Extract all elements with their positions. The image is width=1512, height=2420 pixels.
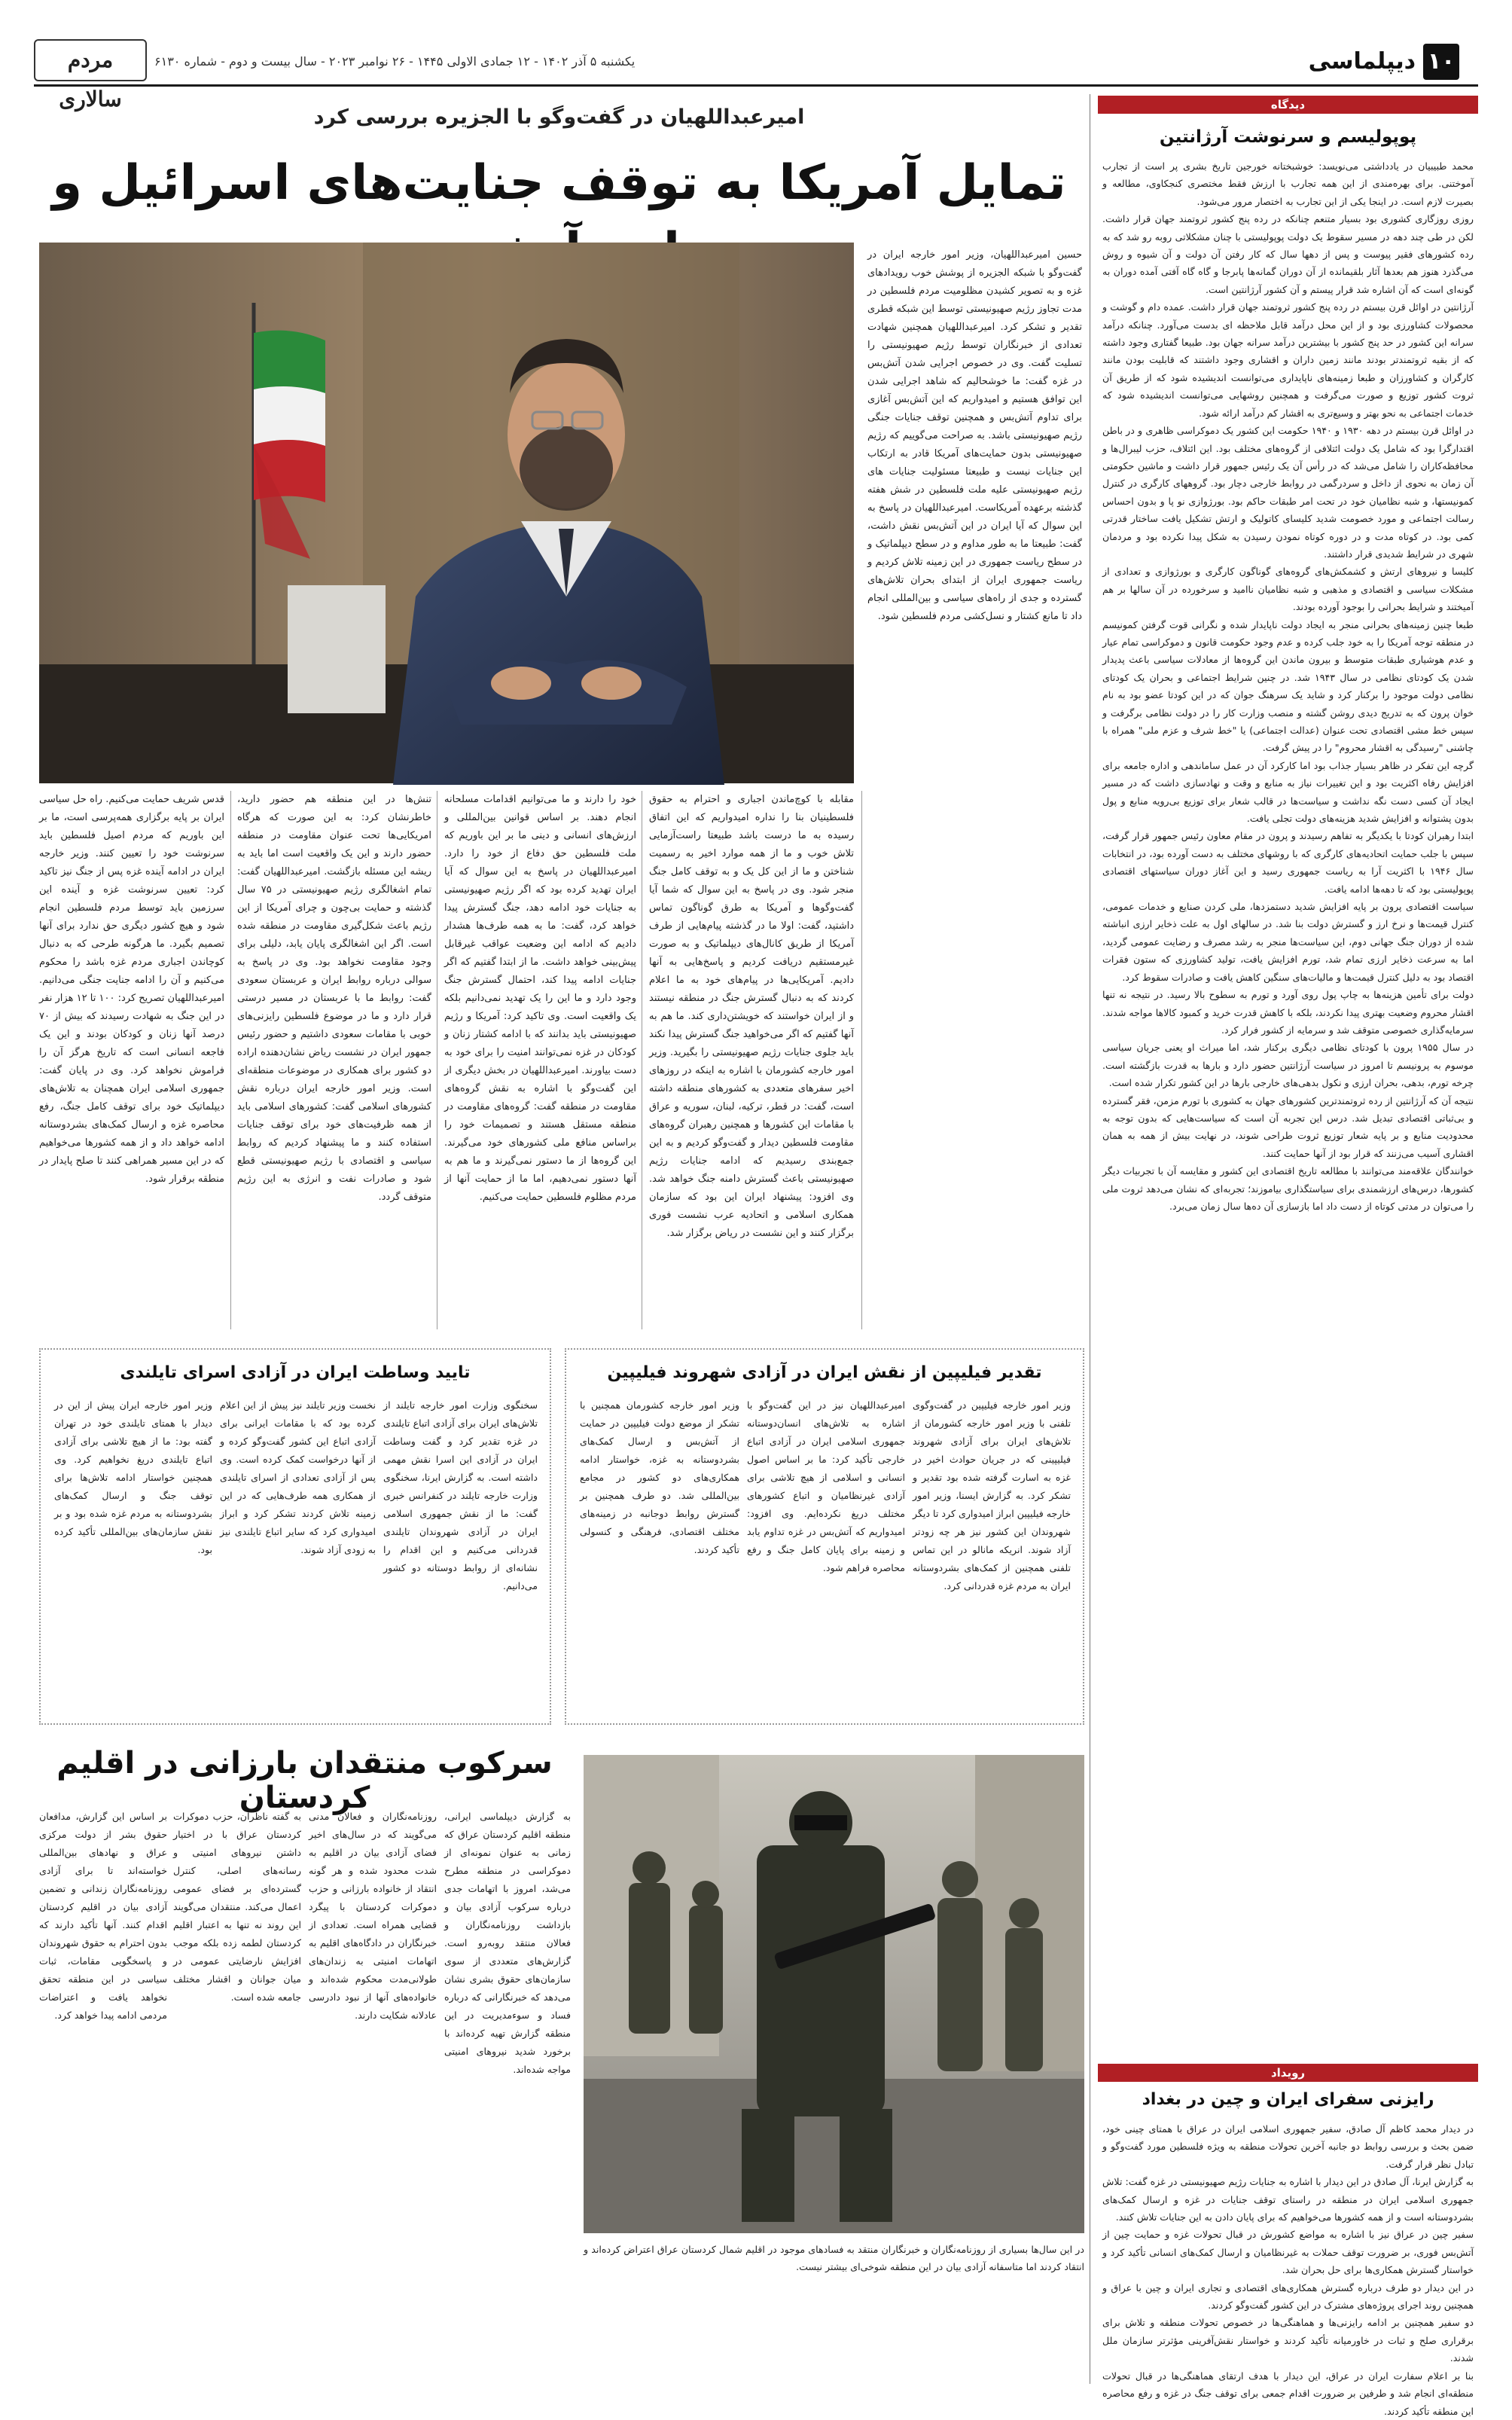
lead-column-text: مقابله با کوچ‌ماندن اجباری و احترام به حقوق فلسطینیان بنا را نداره امیدواریم که این اتفاق رسیده به ما درست باشد طبیعتا راست‌آزمایی تلاش خوب و ما از همه موارد اخیر به رسمیت شناختن و ما از این کل یک و به توقف کامل جنگ منجر شود. وی در پاسخ به این سوال که شما آیا گفت‌وگوها و آمریکا به طرق گوناگون تماس داشتید، گفت: اولا ما در گذشته پیام‌هایی از طرف آمریکا از طریق کانال‌های دیپلماتیک و به صورت غیرمستقیم دریافت کردیم و پاسخ‌هایی به آنها دادیم. آمریکایی‌ها در پیام‌های خود به ما اعلام کردند که به دنبال گسترش جنگ در منطقه نیستند و از ایران خواستند که خویشتن‌داری کند. ما هم به آنها گفتیم که اگر می‌خواهید جنگ گسترش پیدا نکند باید جلوی جنایات رژیم صهیونیستی را بگیرید. وزیر امور خارجه کشورمان با اشاره به اینکه در روزهای اخیر سفرهای متعددی به کشورهای منطقه داشته است، گفت: در قطر، ترکیه، لبنان، سوریه و عراق با مقامات این کشورها و همچنین رهبران گروه‌های مقاومت فلسطین دیدار و گفت‌وگو کردیم و به این جمع‌بندی رسیدیم که ادامه جنایات رژیم صهیونیستی باعث گسترش دامنه جنگ خواهد شد. وی افزود: پیشنهاد ایران این بود که سازمان همکاری اسلامی و اتحادیه عرب نشست فوری برگزار کنند و این نشست در ریاض برگزار شد. bbox=[649, 794, 854, 1239]
event-paragraph: سفیر چین در عراق نیز با اشاره به مواضع کشورش در قبال تحولات غزه و حمایت چین از آتش‌بس فوری، بر ضرورت توقف حملات به غیرنظامیان و ارسال کمک‌های انسانی تأکید کرد و خواستار گسترش همکاری‌ها برای حل بحران شد. bbox=[1102, 2229, 1474, 2276]
philippines-text: وزیر امور خارجه کشورمان همچنین با تشکر از موضع دولت فیلیپین در حمایت از آتش‌بس و ارسال کمک‌های بشردوستانه به غزه، خواستار ادامه همکاری‌های دو کشور در مجامع بین‌المللی شد. دو طرف همچنین بر گسترش روابط دوجانبه در زمینه‌های مختلف اقتصادی، فرهنگی و کنسولی تأکید کردند. bbox=[580, 1399, 739, 1555]
column-divider bbox=[230, 791, 231, 1329]
kurdistan-text: به گفته ناظران، حزب دموکرات کردستان عراق با در اختیار داشتن نیروهای امنیتی و رسانه‌های اصلی، کنترل گسترده‌ای بر فضای عمومی اعمال می‌کند. منتقدان می‌گویند این روند نه تنها به اعتبار اقلیم کردستان لطمه زده بلکه موجب افزایش نارضایتی عمومی در میان جوانان و اقشار مختلف جامعه شده است. bbox=[173, 1811, 301, 2003]
event-paragraph: در دیدار محمد کاظم آل صادق، سفیر جمهوری اسلامی ایران در عراق با همتای چینی خود، ضمن بحث و بررسی روابط دو جانبه آخرین تحولات منطقه به ویژه فلسطین مورد گفت‌وگو و تبادل نظر قرار گرفت. bbox=[1102, 2123, 1474, 2170]
philippines-text: وزیر امور خارجه فیلیپین در گفت‌وگوی تلفنی با وزیر امور خارجه کشورمان از تلاش‌های ایران برای آزادی شهروند فیلیپینی که در جریان حوادث اخیر در غزه به اسارت گرفته شده بود تقدیر و تشکر کرد. به گزارش ایسنا، وزیر امور خارجه فیلیپین ابراز امیدواری کرد تا دیگر شهروندان این کشور نیز هر چه زودتر آزاد شوند. انریکه مانالو در این تماس تلفنی همچنین از کمک‌های بشردوستانه ایران به مردم غزه قدردانی کرد. bbox=[913, 1399, 1071, 1591]
opinion-paragraph: محمد طبیبیان در یادداشتی می‌نویسد: خوشبختانه خورجین تاریخ بشری پر است از تجارب آموختنی. برای بهره‌مندی از این همه تجارب با ارزش فقط مختصری کنجکاوی، مطالعه و بصیرت لازم است. در اینجا یکی از این تجارب به اختصار مرور می‌شود. bbox=[1102, 160, 1474, 207]
lead-column-1 bbox=[867, 246, 1082, 1329]
lead-column-2 bbox=[649, 791, 854, 1329]
thailand-col-2 bbox=[220, 1396, 376, 1717]
philippines-col-2 bbox=[747, 1396, 905, 1717]
thailand-text: سخنگوی وزارت امور خارجه تایلند از تلاش‌های ایران برای آزادی اتباع تایلندی در غزه تقدیر کرد و گفت وساطت ایران در آزادی این اسرا نقش مهمی داشته است. به گزارش ایرنا، سخنگوی وزارت خارجه تایلند در کنفرانس خبری گفت: ما از نقش جمهوری اسلامی ایران در آزادی شهروندان تایلندی قدردانی می‌کنیم و این اقدام را نشانه‌ای از روابط دوستانه دو کشور می‌دانیم. bbox=[383, 1399, 538, 1591]
sidebar bbox=[1098, 94, 1478, 2417]
thailand-col-3 bbox=[54, 1396, 212, 1717]
event-paragraph: دو سفیر همچنین بر ادامه رایزنی‌ها و هماهنگی‌ها در خصوص تحولات منطقه و تلاش برای برقراری صلح و ثبات در خاورمیانه تأکید کردند و خواستار نقش‌آفرینی مؤثرتر سازمان ملل شدند. bbox=[1102, 2317, 1474, 2364]
philippines-col-3 bbox=[580, 1396, 739, 1717]
kurdistan-text: روزنامه‌نگاران و فعالان مدنی می‌گویند که در سال‌های اخیر فضای آزادی بیان در اقلیم به شدت محدود شده و هر گونه انتقاد از خانواده بارزانی و حزب دموکرات کردستان با پیگرد قضایی همراه است. تعدادی از خبرنگاران در دادگاه‌های اقلیم به اتهامات امنیتی به زندان‌های طولانی‌مدت محکوم شده‌اند و خانواده‌های آنها از نبود دادرسی عادلانه شکایت دارند. bbox=[309, 1811, 437, 2021]
masthead-rule bbox=[34, 84, 1478, 87]
thailand-text: وزیر امور خارجه ایران پیش از این در دیدار با همتای تایلندی خود در تهران گفته بود: ما از هیچ تلاشی برای آزادی اتباع تایلندی دریغ نخواهیم کرد. وی همچنین خواستار ادامه تلاش‌ها برای توقف جنگ و ارسال کمک‌های بشردوستانه به مردم غزه شده بود و بر نقش سازمان‌های بین‌المللی تأکید کرده بود. bbox=[54, 1399, 212, 1555]
opinion-paragraph: طبعا چنین زمینه‌های بحرانی منجر به ایجاد دولت ناپایدار شده و نگرانی قوت گرفتن کمونیسم در منطقه توجه آمریکا را به خود جلب کرده و عدم وجود حکومت قانون و دموکراسی تمام عیار و عدم هوشیاری طبقات متوسط و بیرون ماندن این گروه‌ها از معادلات سیاسی باعث پدیدار شدن یک کودتای نظامی در سال ۱۹۴۳ شد. در چنین شرایط اجتماعی و بحران یک کودتای نظامی دولت موجود را برکنار کرد و شاید یک سرهنگ جوان که در این کودتا عضو بود به نام خوان پرون که به تدریج دیدی روشن گشته و منصب وزارت کار را در دولت نظامی برگرفت و سپس خط مشی اقتصادی تحت عنوان (عدالت اجتماعی) یا "خط شرف و عزم ملی" همراه با چاشنی "رسیدگی به اقشار محروم" را در پیش گرفت. bbox=[1102, 618, 1474, 754]
section-name: دیپلماسی bbox=[1308, 48, 1416, 75]
opinion-paragraph: گرچه این تفکر در ظاهر بسیار جذاب بود اما کارکرد آن در عمل ساماندهی و اداره جامعه برای افزایش رفاه اکثریت بود و این تغییرات نیاز به منابع و وقت و نهادسازی داشت که در مسیر ایجاد آن کسی دست نگه نداشت و سیاست‌ها در قالب شعار برای توزیع بی‌رویه منابع و پول بدون پشتوانه و افزایش شدید هزینه‌های دولت تجلی یافت. bbox=[1102, 759, 1474, 825]
thailand-col-1 bbox=[383, 1396, 538, 1717]
opinion-paragraph: نتیجه آن که آرژانتین از رده ثروتمندترین کشورهای جهان به کشوری با تورم مزمن، فقر گسترده و بی‌ثباتی اقتصادی تبدیل شد. درس این تجربه آن است که سیاست‌هایی که بدون توجه به محدودیت منابع و بر پایه شعار توزیع ثروت طراحی شوند، در نهایت بیش از همه به همان اقشاری آسیب می‌زنند که قرار بود از آنها حمایت کنند. bbox=[1102, 1094, 1474, 1159]
opinion-paragraph: در اوائل قرن بیستم در دهه ۱۹۳۰ و ۱۹۴۰ حکومت این کشور یک دموکراسی ظاهری و در باطن اقتدارگرا بود که شامل یک دولت ائتلافی از گروه‌های مختلف بود. این ائتلاف، حزب لیبرال‌ها و محافظه‌کاران را شامل می‌شد که در رأس آن یک رئیس جمهور قرار داشت و ماشین حکومتی آن زمان به نحوی از داخل و سردرگمی در روابط خارجی دچار بود. گروههای کارگری در کنترل کمونیستها، و شبه نظامیان خود در تحت امر طبقات حاکم بود. بورژوازی نو پا و بدون احساس رسالت اجتماعی و مورد خصومت شدید کلیسای کاتولیک و ارتش تشکیل یافت ساختار قدرتی کمی بود. در کوتاه مدت و در دوره کوتاه نمودن رسیدن به شکل پیدا نکرده بود و مردمان شهری در شرایط شدیدی قرار داشتند. bbox=[1102, 425, 1474, 560]
philippines-col-1 bbox=[913, 1396, 1071, 1717]
opinion-paragraph: آرژانتین در اوائل قرن بیستم در رده پنج کشور ثروتمند جهان قرار داشت. عمده دام و گوشت و محصولات کشاورزی بود و از این محل درآمد قابل ملاحظه ای بدست می‌آورد. چنانکه درآمد سرانه این کشور در حد پنج کشور با بیشترین درآمد سرانه جهان بود. طبیعا گفتاری وجود داشته که از بقیه ثروتمندتر بودند مانند زمین داران و اقشاری وجود داشتند که قابلیت بودن مانند کارگران و کشاورزان و طبعا زمینه‌های ناپایداری می‌توانست اندیشیده شود که از طریق آن ثروت کشور توزیع و صورت می‌گرفت و همچنین روشهایی می‌توانست اندیشیده شود که خدمات اجتماعی به نحو بهتر و وسیع‌تری به اقشار کم درآمد ارائه شود. bbox=[1102, 301, 1474, 419]
opinion-section-label: دیدگاه bbox=[1098, 96, 1478, 114]
opinion-paragraph: دولت برای تأمین هزینه‌ها به چاپ پول روی آورد و تورم به سطوح بالا رسید. در نتیجه نه تنها اقشار محروم وضعیت بهتری پیدا نکردند، بلکه با کاهش قدرت خرید و کمبود کالاها مواجه شدند. سرمایه‌گذاری خصوصی متوقف شد و سرمایه از کشور فرار کرد. bbox=[1102, 989, 1474, 1036]
opinion-paragraph: سیاست اقتصادی پرون بر پایه افزایش شدید دستمزدها، ملی کردن صنایع و خدمات عمومی، کنترل قیمت‌ها و نرخ ارز و گسترش دولت بنا شد. در سالهای اول به علت ذخایر ارزی انباشته شده از دوران جنگ جهانی دوم، این سیاست‌ها منجر به رشد مصرف و رضایت عمومی گردید، اما به سرعت ذخایر ارزی تمام شد، تورم افزایش یافت، تولید کشاورزی که ستون فقرات اقتصاد بود به دلیل کنترل قیمت‌ها و مالیات‌های سنگین کاهش یافت و صادرات سقوط کرد. bbox=[1102, 901, 1474, 983]
page-number-badge bbox=[1423, 44, 1459, 80]
thailand-text: نخست وزیر تایلند نیز پیش از این اعلام کرده بود که با مقامات ایرانی برای آزادی اتباع این کشور گفت‌وگو کرده و از آنها درخواست کمک کرده است. وی پس از آزادی تعدادی از اسرای تایلندی از همکاری همه طرف‌هایی که در این زمینه تلاش کردند تشکر کرد و ابراز امیدواری کرد که سایر اتباع تایلندی نیز به زودی آزاد شوند. bbox=[220, 1399, 376, 1555]
thailand-box bbox=[39, 1348, 551, 1725]
event-paragraph: در این دیدار دو طرف درباره گسترش همکاری‌های اقتصادی و تجاری ایران و چین با عراق و همچنین روند اجرای پروژه‌های مشترک در این کشور گفت‌وگو کردند. bbox=[1102, 2281, 1474, 2312]
kurdistan-col-1 bbox=[444, 1808, 571, 2290]
lead-photo bbox=[39, 243, 854, 783]
event-body bbox=[1102, 2120, 1474, 2417]
opinion-paragraph: کلیسا و نیروهای ارتش و کشمکش‌های گروه‌های گوناگون کارگری و بورژوازی و تعدادی از مشکلات سیاسی و اقتصادی و مذهبی و شبه نظامیان ناامید و سرخورده در آن سالها بر هم آمیختند و شرایط بحرانی را بوجود آورده بودند. bbox=[1102, 566, 1474, 613]
lead-column-text: تنش‌ها در این منطقه هم حضور دارید، خاطرنشان کرد: به این صورت که هرگاه امریکایی‌ها تحت عنوان مقاومت در منطقه حضور دارند و این یک واقعیت است اما باید به ریشه این مسئله بازگشت. امیرعبداللهیان گفت: تمام اشغالگری رژیم صهیونیستی در ۷۵ سال گذشته و حمایت بی‌چون و چرای آمریکا از این رژیم باعث شکل‌گیری مقاومت در منطقه شده است. اگر این اشغالگری پایان یابد، دلیلی برای وجود مقاومت نخواهد بود. وی در پاسخ به سوالی درباره روابط ایران و عربستان سعودی گفت: روابط ما با عربستان در مسیر درستی قرار دارد و ما در موضوع فلسطین رایزنی‌های خوبی با مقامات سعودی داشتیم و حضور رئیس جمهور ایران در نشست ریاض نشان‌دهنده اراده دو کشور برای همکاری در موضوعات منطقه‌ای است. وزیر امور خارجه ایران درباره نقش کشورهای اسلامی گفت: کشورهای اسلامی باید از همه ظرفیت‌های خود برای توقف جنایات استفاده کنند و ما پیشنهاد کردیم که روابط سیاسی و اقتصادی با رژیم صهیونیستی قطع شود و صادرات نفت و انرژی به این رژیم متوقف گردد. bbox=[237, 794, 431, 1203]
logo-text: مردم سالاری bbox=[59, 47, 122, 111]
opinion-body bbox=[1102, 157, 1474, 2165]
kurdistan-col-3 bbox=[173, 1808, 301, 2290]
opinion-title: پوپولیسم و سرنوشت آرژانتین bbox=[1159, 127, 1417, 147]
page-number: ۱۰ bbox=[1427, 48, 1456, 75]
kurdistan-photo-illustration bbox=[584, 1755, 1084, 2233]
opinion-paragraph: ابتدا رهبران کودتا با یکدیگر به تفاهم رسیدند و پرون در مقام معاون رئیس جمهور قرار گرفت، سپس با جلب حمایت اتحادیه‌های کارگری که با روشهای مختلف به دست آورده بود، در انتخابات سال ۱۹۴۶ با اکثریت آرا به ریاست جمهوری رسید و این آغاز دوران سیاستهای اقتصادی پوپولیستی بود که تا دهه‌ها ادامه یافت. bbox=[1102, 830, 1474, 895]
lead-column-3 bbox=[444, 791, 636, 1329]
kurdistan-text: به گزارش دیپلماسی ایرانی، منطقه اقلیم کردستان عراق که زمانی به عنوان نمونه‌ای از دموکراسی در منطقه مطرح می‌شد، امروز با اتهامات جدی درباره سرکوب آزادی بیان و بازداشت روزنامه‌نگاران و فعالان منتقد روبه‌رو است. گزارش‌های متعددی از سوی سازمان‌های حقوق بشری نشان می‌دهد که خبرنگارانی که درباره فساد و سوءمدیریت در این منطقه گزارش تهیه کرده‌اند با برخورد شدید نیروهای امنیتی مواجه شده‌اند. bbox=[444, 1811, 571, 2075]
kurdistan-photo bbox=[584, 1755, 1084, 2233]
thailand-box-title: تایید وساطت ایران در آزادی اسرای تایلندی bbox=[120, 1363, 471, 1382]
event-paragraph: بنا بر اعلام سفارت ایران در عراق، این دیدار با هدف ارتقای هماهنگی‌ها در قبال تحولات منطقه‌ای انجام شد و طرفین بر ضرورت اقدام جمعی برای توقف جنگ در غزه و رفع محاصره این منطقه تأکید کردند. bbox=[1102, 2370, 1474, 2417]
lead-photo-illustration bbox=[39, 243, 854, 783]
event-section-label: رویداد bbox=[1098, 2064, 1478, 2082]
logo bbox=[34, 39, 147, 111]
lead-column-5 bbox=[39, 791, 224, 1329]
philippines-box bbox=[565, 1348, 1084, 1725]
kurdistan-col-2 bbox=[309, 1808, 437, 2290]
lead-column-4 bbox=[237, 791, 431, 1329]
column-divider bbox=[861, 791, 862, 1329]
kurdistan-photo-caption: در این سال‌ها بسیاری از روزنامه‌نگاران و خبرنگاران منتقد به فسادهای موجود در اقلیم شمال کردستان عراق اعتراض کرده‌اند و انتقاد کردند اما متاسفانه آزادی بیان در این منطقه شوخی‌ای بیشتر نیست. bbox=[584, 2244, 1084, 2272]
opinion-paragraph: خوانندگان علاقه‌مند می‌توانند با مطالعه تاریخ اقتصادی این کشور و مقایسه آن با تجربیات دیگر کشورها، درس‌های ارزشمندی برای سیاستگذاری بیاموزند؛ تجربه‌ای که نشان می‌دهد ثروت ملی را می‌توان در مدتی کوتاه از دست داد اما بازسازی آن ده‌ها سال زمان می‌برد. bbox=[1102, 1165, 1474, 1212]
opinion-paragraph: روزی روزگاری کشوری بود بسیار متنعم چنانکه در رده پنج کشور ثروتمند جهان قرار داشت. لکن در طی چند دهه در مسیر سقوط یک دولت پوپولیستی با چنان مشکلاتی روبه رو شد که به رده کشورهای فقیر پیوست و پس از دهها سال که کار رفتن آن دولت و آن شیوه و روش می‌گذرد هنوز هم بعدها آثار بلقیمانده از آن دوران گمانه‌ها پابرجا و گاه گاه آفتی آمده دوران به گونه‌ای است که آن اشاره شد قرار پیستم و آن کشور آرژانتین است. bbox=[1102, 213, 1474, 295]
kurdistan-col-4 bbox=[39, 1808, 167, 2290]
lead-kicker: امیرعبداللهیان در گفت‌وگو با الجزیره بررسی کرد bbox=[313, 105, 805, 129]
event-paragraph: به گزارش ایرنا، آل صادق در این دیدار با اشاره به جنایات رژیم صهیونیستی در غزه گفت: تلاش جمهوری اسلامی ایران در منطقه در راستای توقف جنایات در غزه و ارسال کمک‌های بشردوستانه است و از همه کشورها می‌خواهیم که برای پایان دادن به این جنایات تلاش کنند. bbox=[1102, 2176, 1474, 2223]
opinion-paragraph: در سال ۱۹۵۵ پرون با کودتای نظامی دیگری برکنار شد، اما میراث او یعنی جریان سیاسی موسوم به پرونیسم تا امروز در سیاست آرژانتین حضور دارد و بارها به قدرت بازگشته است. چرخه تورم، بدهی، بحران ارزی و نکول بدهی‌های خارجی بارها در این کشور تکرار شده است. bbox=[1102, 1042, 1474, 1089]
lead-column-text: قدس شریف حمایت می‌کنیم. راه حل سیاسی ایران بر پایه برگزاری همه‌پرسی است، ما بر این باوریم که مردم اصیل فلسطین باید سرنوشت خود را تعیین کنند. وزیر خارجه ایران در ادامه آینده غزه پس از جنگ نیز تاکید کرد: تعیین سرنوشت غزه و آینده این سرزمین باید توسط مردم فلسطین انجام شود و هیچ کشور دیگری حق ندارد برای آنها تصمیم بگیرد. ما هرگونه طرحی که به دنبال کوچاندن اجباری مردم غزه باشد را محکوم می‌کنیم و آن را ادامه جنایت جنگی می‌دانیم. امیرعبداللهیان تصریح کرد: ۱۰۰ تا ۱۲ هزار نفر در این جنگ به شهادت رسیدند که بیش از ۷۰ درصد آنها زنان و کودکان بودند و این یک فاجعه انسانی است که تاریخ هرگز آن را فراموش نخواهد کرد. وی در پایان گفت: جمهوری اسلامی ایران همچنان به تلاش‌های دیپلماتیک خود برای توقف کامل جنگ، رفع محاصره غزه و ارسال کمک‌های بشردوستانه ادامه خواهد داد و از همه کشورها می‌خواهیم که در این مسیر همراهی کنند تا صلح پایدار در منطقه برقرار شود. bbox=[39, 794, 224, 1185]
event-title: رایزنی سفرای ایران و چین در بغداد bbox=[1142, 2090, 1434, 2109]
lead-column-text: خود را دارند و ما می‌توانیم اقدامات مسلحانه انجام دهند. بر اساس قوانین بین‌المللی و ارزش‌های انسانی و دینی ما بر این باوریم که ملت فلسطین حق دفاع از خود را دارد. امیرعبداللهیان در پاسخ به این سوال که آیا ایران تهدید کرده بود که اگر رژیم صهیونیستی به جنایات خود ادامه دهد، جنگ گسترش پیدا خواهد کرد، گفت: ما به همه طرف‌ها هشدار دادیم که ادامه این وضعیت عواقب غیرقابل پیش‌بینی خواهد داشت. ما از ابتدا گفتیم که اگر جنایات ادامه پیدا کند، احتمال گسترش جنگ وجود دارد و ما این را یک تهدید نمی‌دانیم بلکه یک واقعیت است. وی تاکید کرد: آمریکا و رژیم صهیونیستی باید بدانند که با ادامه کشتار زنان و کودکان در غزه نمی‌توانند امنیت را برای خود به دست بیاورند. امیرعبداللهیان در بخش دیگری از این گفت‌وگو با اشاره به نقش گروه‌های مقاومت در منطقه گفت: گروه‌های مقاومت در منطقه مستقل هستند و تصمیمات خود را براساس منافع ملی کشورهای خود می‌گیرند. این گروه‌ها از ما دستور نمی‌گیرند و ما هم به آنها دستور نمی‌دهیم، اما ما از حمایت آنها از مردم مظلوم فلسطین حمایت می‌کنیم. bbox=[444, 794, 636, 1203]
philippines-text: امیرعبداللهیان نیز در این گفت‌وگو با اشاره به تلاش‌های انسان‌دوستانه جمهوری اسلامی ایران در آزادی اتباع خارجی تأکید کرد: ما بر اساس اصول انسانی و اسلامی از هیچ تلاشی برای آزادی غیرنظامیان و اتباع کشورهای مختلف دریغ نکرده‌ایم. وی افزود: امیدواریم که آتش‌بس در غزه تداوم یابد و زمینه برای پایان کامل جنگ و رفع محاصره فراهم شود. bbox=[747, 1399, 905, 1573]
date-line: یکشنبه ۵ آذر ۱۴۰۲ - ۱۲ جمادی الاولی ۱۴۴۵ - ۲۶ نوامبر ۲۰۲۳ - سال بیست و دوم - شماره ۶۱۳۰ bbox=[154, 54, 636, 69]
kurdistan-text: بر اساس این گزارش، مدافعان حقوق بشر از دولت مرکزی عراق و نهادهای بین‌المللی خواسته‌اند تا برای آزادی روزنامه‌نگاران زندانی و تضمین آزادی بیان در اقلیم کردستان اقدام کنند. آنها تأکید دارند که بدون احترام به حقوق شهروندان و پاسخگویی مقامات، ثبات سیاسی در این منطقه تحقق نخواهد یافت و اعتراضات مردمی ادامه پیدا خواهد کرد. bbox=[39, 1811, 167, 2021]
kurdistan-headline: سرکوب منتقدان بارزانی در اقلیم کردستان bbox=[56, 1746, 553, 1815]
philippines-box-title: تقدیر فیلیپین از نقش ایران در آزادی شهروند فیلیپین bbox=[607, 1363, 1042, 1382]
lead-column-text: حسین امیرعبداللهیان، وزیر امور خارجه ایران در گفت‌وگو با شبکه الجزیره از پوشش خوب رویدادهای غزه و به تصویر کشیدن مظلومیت مردم فلسطین در مدت تجاوز رژیم صهیونیستی توسط این شبکه قطری تقدیر و تشکر کرد. امیرعبداللهیان همچنین شهادت تعدادی از خبرنگاران توسط رژیم صهیونیستی را تسلیت گفت. وی در خصوص اجرایی شدن آتش‌بس در غزه گفت: ما خوشحالیم که شاهد اجرایی شدن این توافق هستیم و امیدواریم که این آتش‌بس آغازی برای تداوم آتش‌بس و همچنین توقف جنایات جنگی رژیم صهیونیستی باشد. به صراحت می‌گوییم که رژیم صهیونیستی بدون حمایت‌های آمریکا قادر به ارتکاب این جنایات نیست و طبیعتا مسئولیت جنایات های رژیم صهیونیستی علیه ملت فلسطین در شش هفته گذشته برعهده آمریکاست. امیرعبداللهیان در پاسخ به این سوال که آیا ایران در این آتش‌بس نقش داشت، گفت: طبیعتا ما به طور مداوم و در سطح دیپلماتیک و در سطح ریاست جمهوری در این زمینه تلاش کردیم و ریاست جمهوری ایران از ابتدای بحران تلاش‌های گسترده و جدی از راه‌های سیاسی و بین‌المللی انجام داد تا مانع کشتار و نسل‌کشی مردم فلسطین شود. bbox=[867, 249, 1082, 622]
lead-headline: تمایل آمریکا به توقف جنایت‌های اسرائیل و bbox=[52, 155, 1066, 211]
